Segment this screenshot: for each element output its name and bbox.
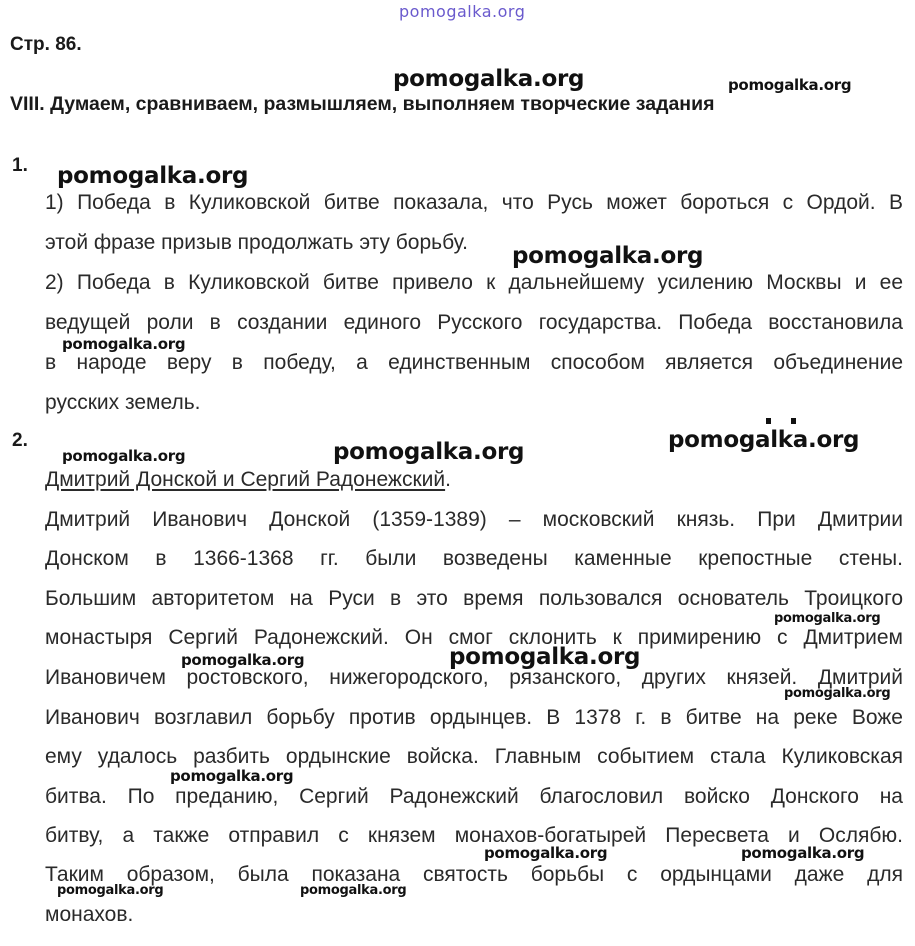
watermark: pomogalka.org xyxy=(668,427,860,453)
answer-1-number: 1. xyxy=(12,155,28,176)
answer-1-line: 1) Победа в Куликовской битве показала, что Русь может бороться с Ордой. В xyxy=(45,191,903,214)
watermark: pomogalka.org xyxy=(333,439,525,465)
answer-2-heading-text: Дмитрий Донской и Сергий Радонежский xyxy=(45,468,446,491)
watermark: pomogalka.org xyxy=(784,686,891,701)
section-title: VIII. Думаем, сравниваем, размышляем, выполняем творческие задания xyxy=(10,93,715,115)
answer-2-heading xyxy=(45,467,903,493)
answer-2-line: битва. По преданию, Сергий Радонежский благословил войско Донского на xyxy=(45,785,903,808)
watermark: pomogalka.org xyxy=(57,163,249,189)
watermark: pomogalka.org xyxy=(512,243,704,269)
watermark-top: pomogalka.org xyxy=(399,2,526,21)
watermark: pomogalka.org xyxy=(484,844,608,862)
answer-2-line: Дмитрий Иванович Донской (1359-1389) – московский князь. При Дмитрии xyxy=(45,508,903,531)
answer-2-line: монахов. xyxy=(45,903,134,926)
answer-2-line: монастыря Сергий Радонежский. Он смог склонить к примирению с Дмитрием xyxy=(45,626,903,649)
watermark: pomogalka.org xyxy=(774,611,881,626)
watermark: pomogalka.org xyxy=(300,883,407,898)
watermark: pomogalka.org xyxy=(741,844,865,862)
answer-1-line: в народе веру в победу, а единственным способом является объединение xyxy=(45,351,903,374)
watermark: pomogalka.org xyxy=(449,644,641,670)
answer-2-line: Ивановичем ростовского, нижегородского, рязанского, других князей. Дмитрий xyxy=(45,666,903,689)
answer-1-line: 2) Победа в Куликовской битве привело к дальнейшему усилению Москвы и ее xyxy=(45,271,903,294)
answer-2-line: битву, а также отправил с князем монахов-богатырей Пересвета и Ослябю. xyxy=(45,824,903,847)
page-number: Стр. 86. xyxy=(10,34,82,55)
answer-1-line: этой фразе призыв продолжать эту борьбу. xyxy=(45,231,468,254)
decorative-dots xyxy=(766,418,806,426)
watermark: pomogalka.org xyxy=(62,335,186,353)
answer-2-heading-period: . xyxy=(445,468,451,491)
answer-2-line: Большим авторитетом на Руси в это время пользовался основатель Троицкого xyxy=(45,587,903,610)
watermark: pomogalka.org xyxy=(181,651,305,669)
watermark: pomogalka.org xyxy=(728,76,852,94)
answer-2-line: Таким образом, была показана святость борьбы с ордынцами даже для xyxy=(45,863,903,886)
watermark: pomogalka.org xyxy=(170,767,294,785)
answer-1-line: ведущей роли в создании единого Русского государства. Победа восстановила xyxy=(45,311,903,334)
answer-2-line: Донском в 1366-1368 гг. были возведены каменные крепостные стены. xyxy=(45,547,903,570)
watermark: pomogalka.org xyxy=(57,883,164,898)
answer-2-number: 2. xyxy=(12,430,28,451)
watermark: pomogalka.org xyxy=(62,447,186,465)
answer-1-line: русских земель. xyxy=(45,391,201,414)
watermark: pomogalka.org xyxy=(393,66,585,92)
answer-2-line: Иванович возглавил борьбу против ордынцев. В 1378 г. в битве на реке Воже xyxy=(45,706,903,729)
answer-2-line: ему удалось разбить ордынские войска. Главным событием стала Куликовская xyxy=(45,745,903,768)
